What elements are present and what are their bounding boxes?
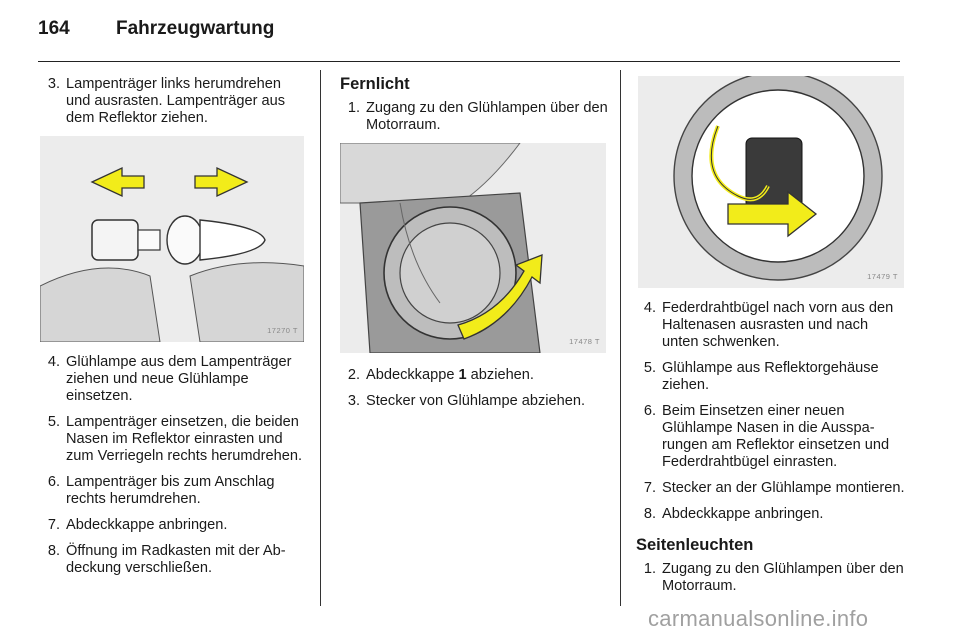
- step-item: 8. Abdeckkappe anbringen.: [643, 506, 824, 522]
- arrow-right-icon: [195, 168, 247, 196]
- step-item: 5. Lampenträger einsetzen, die beiden Nasen im Reflektor einrasten und zum Verriegeln rechts herumdrehen.: [47, 414, 303, 464]
- column-left: [40, 76, 306, 586]
- step-item: 7. Stecker an der Glühlampe montieren.: [643, 480, 905, 496]
- page-header: [38, 18, 274, 48]
- figure-code: 17270 T: [267, 326, 298, 335]
- step-item: 4. Glühlampe aus dem Lampenträger ziehen und neue Glühlampe einsetzen.: [47, 354, 292, 404]
- step-item: 6. Lampenträger bis zum Anschlag rechts herumdrehen.: [47, 474, 275, 507]
- bulb-removal-illustration: [40, 136, 304, 342]
- spring-clip-illustration: [638, 76, 904, 288]
- figure-code: 17478 T: [569, 337, 600, 346]
- bulb-holder-drawing: [40, 136, 304, 342]
- column-right: [636, 76, 906, 604]
- step-item: 1. Zugang zu den Glühlampen über den Motorraum.: [347, 100, 608, 133]
- header-rule: [38, 61, 900, 62]
- page-number: 164: [38, 18, 70, 39]
- step-item: 6. Beim Einsetzen einer neuen Glühlampe Nasen in die Aussparungen am Reflektor einsetzen und Federdrahtbügel einrasten.: [643, 403, 890, 470]
- figure-code: 17479 T: [867, 272, 898, 281]
- column-divider-2: [620, 70, 621, 606]
- arrow-left-icon: [92, 168, 144, 196]
- headlamp-cover-drawing: [340, 143, 606, 353]
- section-heading-seitenleuchten: Seitenleuchten: [636, 536, 754, 554]
- step-item: 8. Öffnung im Radkasten mit der Abdeckung verschließen.: [47, 543, 286, 576]
- column-middle: [340, 76, 608, 419]
- reflector-drawing: [638, 76, 904, 288]
- page-title: Fahrzeugwartung: [116, 18, 275, 39]
- cover-cap-illustration: [340, 143, 606, 353]
- watermark: carmanualsonline.info: [648, 606, 869, 631]
- step-item: 3. Stecker von Glühlampe abziehen.: [347, 393, 586, 409]
- step-item: 5. Glühlampe aus Reflektorgehäuse ziehen.: [643, 360, 879, 393]
- step-item: 3. Lampenträger links herumdrehen und ausrasten. Lampenträger aus dem Reflektor ziehen.: [47, 76, 286, 126]
- step-item: 4. Federdrahtbügel nach vorn aus den Haltenasen ausrasten und nach unten schwenken.: [643, 300, 894, 350]
- step-item: 1. Zugang zu den Glühlampen über den Motorraum.: [643, 561, 904, 594]
- step-item: 7. Abdeckkappe anbringen.: [47, 517, 228, 533]
- section-heading-fernlicht: Fernlicht: [340, 75, 410, 93]
- column-divider-1: [320, 70, 321, 606]
- step-item: 2. Abdeckkappe 1 abziehen.: [347, 367, 534, 383]
